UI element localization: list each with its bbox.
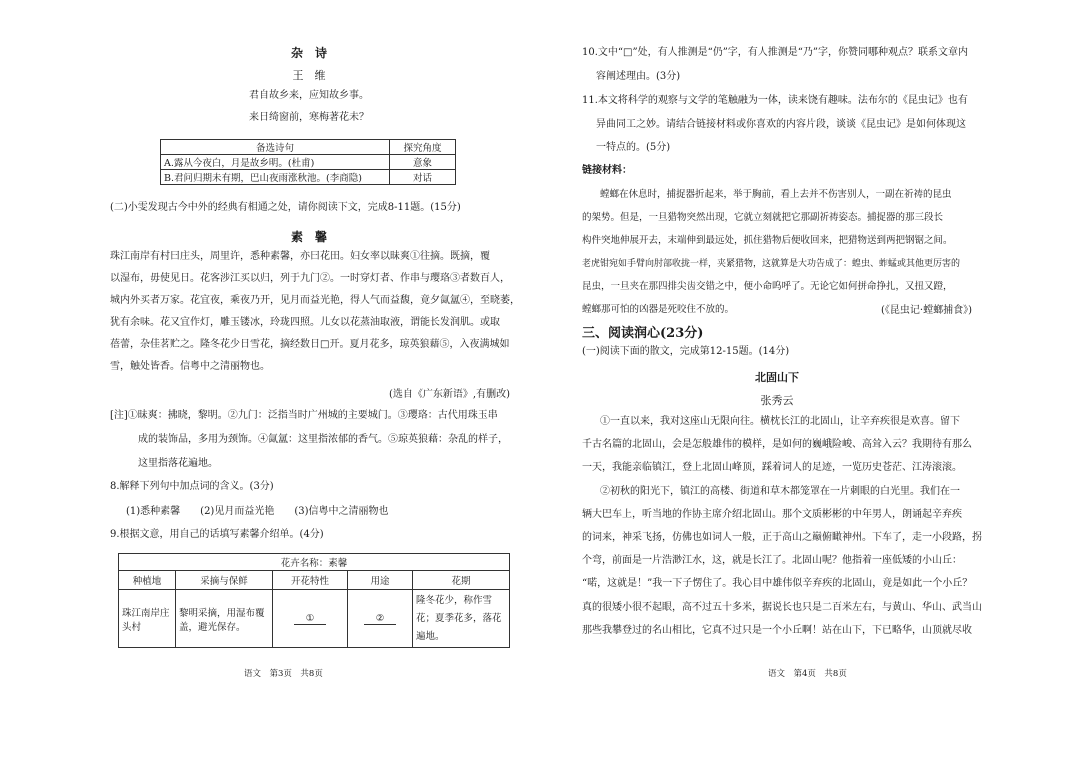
link-line: 构件突地伸展开去，末端伸到最远处，抓住猎物后便收回来，把猎物送到两把钢锯之间。 [582, 235, 953, 246]
essay-line: 一天，我能亲临镇江，登上北固山峰顶，踩着词人的足迹，一览历史苍茫、江涛滚滚。 [582, 462, 962, 473]
poem-title: 杂 诗 [290, 46, 327, 60]
poem-line-1: 君自故乡来，应知故乡事。 [249, 90, 369, 101]
page-footer: 语文 第4页 共8页 [768, 669, 847, 679]
link-line: 的架势。但是，一旦猎物突然出现，它就立刻就把它那副祈祷姿态。捕捉器的那三段长 [582, 212, 944, 223]
answer-blank-1[interactable] [273, 590, 348, 648]
blank-label: ① [294, 613, 326, 625]
table-header: 备选诗句 [161, 140, 390, 155]
table-header: 种植地 [119, 571, 176, 590]
cell-line: 花；夏季花多，落花 [416, 612, 502, 624]
essay-title: 北固山下 [755, 371, 799, 384]
flower-info-table [118, 553, 510, 648]
section-3-intro: (一)阅读下面的散文，完成第12-15题。(14分) [582, 346, 790, 357]
question-11: 11.本文将科学的观察与文学的笔触融为一体，读来饶有趣味。法布尔的《昆虫记》也有 [582, 95, 968, 106]
essay-line: 个弯，前面是一片浩渺江水，这，就是长江了。北固山呢？他指着一座低矮的小山丘： [582, 555, 962, 566]
note-line: 这里指落花遍地。 [138, 458, 218, 469]
poem-author: 王 维 [292, 69, 326, 82]
question-8-items: (1)悉种素馨 (2)见月而益光艳 (3)信粤中之清丽物也 [126, 506, 389, 517]
poem-choice-table [160, 139, 456, 185]
cell-line: 头村 [122, 621, 142, 633]
link-line: 螳螂在休息时，捕捉器折起来，举于胸前，看上去并不伤害别人，一副在祈祷的昆虫 [600, 189, 952, 200]
article-line: 以湿布，毋使见日。花客涉江买以归，列于九门②。一时穿灯者、作串与璎珞③者数百人， [110, 273, 510, 284]
essay-line: 真的很矮小很不起眼，高不过五十多米，据说长也只是二百米左右，与黄山、华山、武当山 [582, 602, 982, 613]
article-line: 犹有余味。花又宜作灯，雕玉镂冰，玲珑四照。儿女以花蒸油取液，谓能长发润肌。或取 [110, 317, 500, 328]
question-10: 10.文中“□”处，有人推测是“仍”字，有人推测是“乃”字，你赞同哪种观点？联系文章内 [582, 47, 969, 58]
essay-line: 的词来，神采飞扬，仿佛也如词人一般，正于高山之巅俯瞰神州。下车了，走一小段路，拐 [582, 532, 982, 543]
note-line: 成的装饰品，多用为颈饰。④氤氲：这里指浓郁的香气。⑤琼英狼藉：杂乱的样子， [138, 434, 508, 445]
table-cell [119, 590, 176, 648]
link-material-label: 链接材料： [582, 165, 632, 176]
article-line: 珠江南岸有村曰庄头，周里许，悉种素馨，亦曰花田。妇女率以昧爽①往摘。既摘，覆 [110, 251, 490, 262]
table-cell: B.君问归期未有期，巴山夜雨涨秋池。(李商隐) [161, 170, 390, 185]
table-cell [176, 590, 273, 648]
article-source: (选自《广东新语》,有删改) [389, 389, 510, 400]
table-header: 探究角度 [390, 140, 456, 155]
cell-line: 珠江南岸庄 [122, 607, 170, 619]
table-cell: 意象 [390, 155, 456, 170]
question-11: 异曲同工之妙。请结合链接材料或你喜欢的内容片段，谈谈《昆虫记》是如何体现这 [596, 119, 966, 130]
link-line: 昆虫，一旦夹在那四排尖齿交错之中，便小命呜呼了。无论它如何拼命挣扎，又扭又蹬， [582, 281, 953, 292]
article-line: 蓓蕾，杂佳茗贮之。隆冬花少日雪花，摘经数日□开。夏月花多，琼英狼藉⑤，入夜满城如 [110, 339, 510, 350]
table-header: 开花特性 [273, 571, 348, 590]
poem-line-2: 来日绮窗前，寒梅著花未？ [249, 112, 369, 123]
essay-line: 那些我攀登过的名山相比，它真不过只是一个小丘啊！站在山下，下已略华，山顶就尽收 [582, 625, 972, 636]
table-header: 采摘与保鲜 [176, 571, 273, 590]
essay-author: 张秀云 [760, 394, 794, 407]
table-header: 用途 [348, 571, 413, 590]
cell-line: 遍地。 [416, 630, 445, 642]
essay-line: 辆大巴车上，听当地的作协主席介绍北固山。那个文质彬彬的中年男人，朗诵起辛弃疾 [582, 509, 962, 520]
blank-label: ② [364, 613, 396, 625]
answer-blank-2[interactable] [348, 590, 413, 648]
table-header: 花期 [413, 571, 510, 590]
article-title: 素 馨 [290, 230, 327, 244]
section-3-title: 三、阅读润心(23分) [582, 326, 704, 341]
essay-line: ①一直以来，我对这座山无限向往。横枕长江的北固山，让辛弃疾很是欢喜。留下 [600, 416, 960, 427]
note-line: [注]①昧爽：拂晓，黎明。②九门：泛指当时广州城的主要城门。③璎珞：古代用珠玉串 [110, 410, 498, 421]
essay-line: ②初秋的阳光下，镇江的高楼、街道和草木都笼罩在一片刺眼的白光里。我们在一 [600, 486, 960, 497]
link-line: 老虎钳宛如手臂向肘部收拢一样，夹紧猎物，这就算是大功告成了：蝗虫、蚱蜢或其他更厉害的 [582, 259, 961, 269]
question-11: 一特点的。(5分) [596, 142, 671, 153]
table-cell: A.露从今夜白，月是故乡明。(杜甫) [161, 155, 390, 170]
table-caption: 花卉名称：素馨 [119, 554, 510, 571]
essay-line: 千古名篇的北固山，会是怎般雄伟的模样，是如何的巍峨险峻、高耸入云？我期待有那么 [582, 439, 972, 450]
section-2-intro: (二)小雯发现古今中外的经典有相通之处，请你阅读下文，完成8-11题。(15分) [110, 202, 461, 213]
essay-line: “喏，这就是！”我一下子愣住了。我心目中雄伟似辛弃疾的北固山，竟是如此一个小丘？ [582, 578, 973, 589]
table-cell [413, 590, 510, 648]
table-cell: 对话 [390, 170, 456, 185]
article-line: 城内外买者万家。花宜夜，乘夜乃开，见月而益光艳，得人气而益馥，竟夕氤氲④，至晓萎， [110, 295, 520, 306]
question-9: 9.根据文意，用自己的话填写素馨介绍单。(4分) [110, 529, 324, 540]
cell-line: 盖，避光保存。 [179, 621, 246, 633]
link-line: 螳螂那可怕的凶器是死咬住不放的。 [582, 304, 735, 315]
question-10: 容阐述理由。(3分) [596, 71, 681, 82]
link-source: (《昆虫记·螳螂捕食》) [881, 305, 972, 316]
question-8: 8.解释下列句中加点词的含义。(3分) [110, 481, 274, 492]
cell-line: 黎明采摘，用湿布覆 [179, 607, 265, 619]
page-footer: 语文 第3页 共8页 [244, 669, 323, 679]
cell-line: 隆冬花少，称作雪 [416, 594, 493, 606]
article-line: 雪，触处皆香。信粤中之清丽物也。 [110, 361, 270, 372]
